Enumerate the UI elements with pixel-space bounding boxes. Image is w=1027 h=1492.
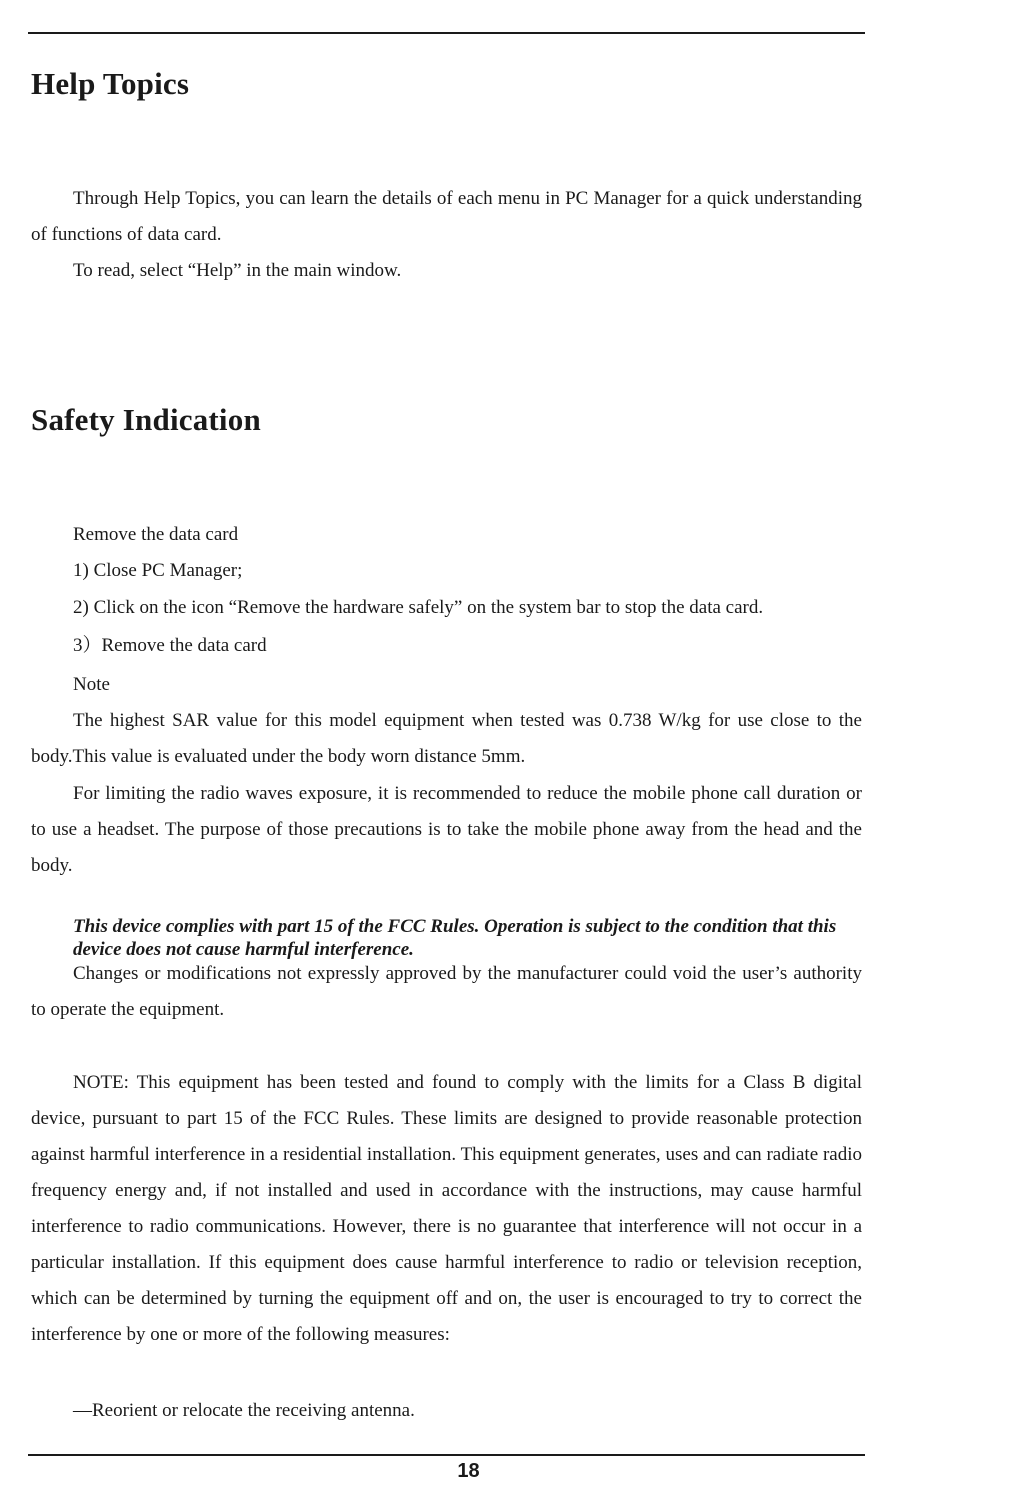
measure-reorient: —Reorient or relocate the receiving antenna.: [73, 1400, 415, 1421]
step-1: 1) Close PC Manager;: [73, 560, 243, 581]
sar-paragraph: The highest SAR value for this model equipment when tested was 0.738 W/kg for use close to the body.This value is evaluated under the body worn distance 5mm.: [31, 710, 862, 767]
exposure-paragraph: For limiting the radio waves exposure, it is recommended to reduce the mobile phone call duration or to use a headset. The purpose of those precautions is to take the mobile phone away from the head and the body.: [31, 783, 862, 876]
help-topics-instruction: To read, select “Help” in the main window.: [73, 260, 402, 281]
bottom-rule: [28, 1454, 865, 1456]
page-number: 18: [457, 1460, 480, 1482]
step-3: 3）Remove the data card: [73, 635, 267, 656]
fcc-compliance-statement: This device complies with part 15 of the FCC Rules. Operation is subject to the condition that this device does not cause harmful interference.: [73, 916, 837, 960]
modifications-paragraph: Changes or modifications not expressly approved by the manufacturer could void the user’s authority to operate the equipment.: [31, 963, 862, 1020]
step-2: 2) Click on the icon “Remove the hardware safely” on the system bar to stop the data card.: [73, 597, 764, 618]
remove-card-title: Remove the data card: [73, 524, 239, 545]
help-topics-paragraph: Through Help Topics, you can learn the details of each menu in PC Manager for a quick understanding of functions of data card.: [31, 188, 862, 245]
note-label: Note: [73, 674, 110, 695]
safety-indication-heading: Safety Indication: [31, 402, 261, 437]
top-rule: [28, 32, 865, 34]
class-b-note-paragraph: NOTE: This equipment has been tested and found to comply with the limits for a Class B digital device, pursuant to part 15 of the FCC Rules. These limits are designed to provide reasonable protection against harmful interference in a residential installation. This equipment generates, uses and can radiate radio frequency energy and, if not installed and used in accordance with the instructions, may cause harmful interference to radio communications. However, there is no guarantee that interference will not occur in a particular installation. If this equipment does cause harmful interference to radio or television reception, which can be determined by turning the equipment off and on, the user is encouraged to try to correct the interference by one or more of the following measures:: [31, 1072, 862, 1345]
help-topics-heading: Help Topics: [31, 66, 190, 101]
